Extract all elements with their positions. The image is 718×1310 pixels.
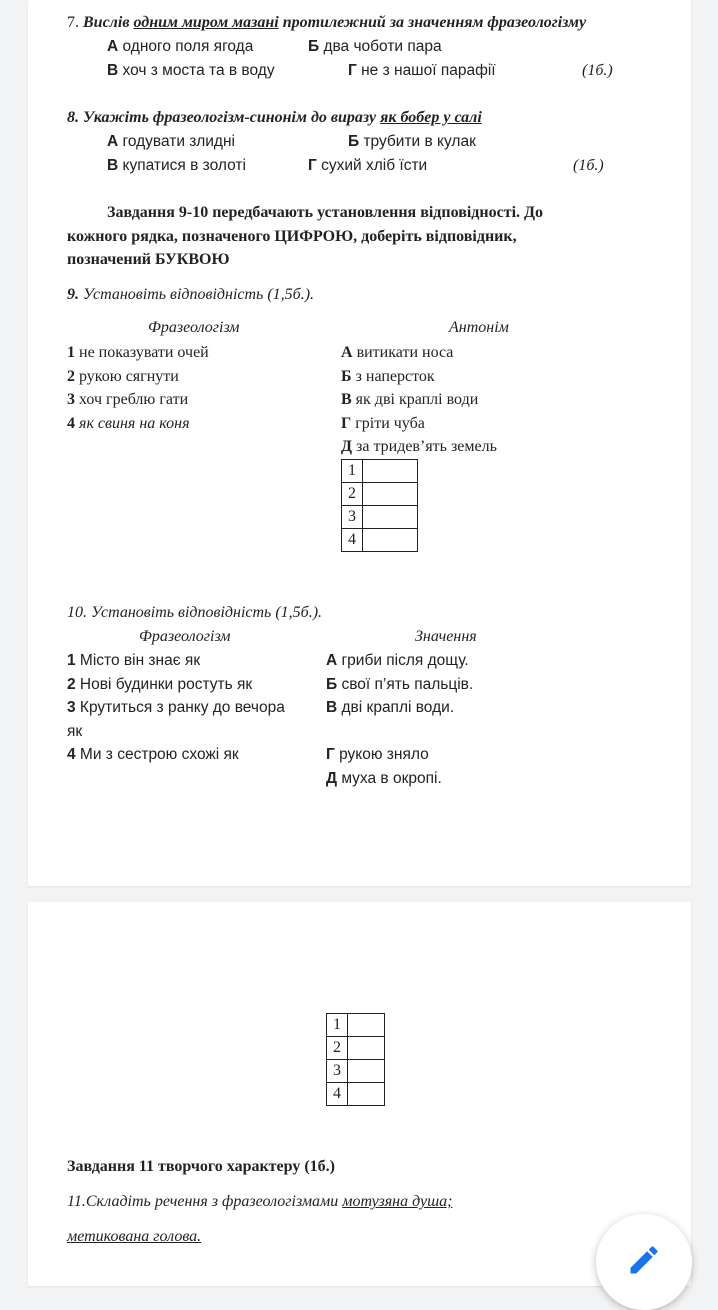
- table-row: [327, 1083, 385, 1106]
- q9-left-item-2: 2 рукою сягнути: [67, 368, 179, 385]
- q10-right-item-d: Д муха в окропі.: [326, 770, 442, 787]
- q10-left-item-2: 2 Нові будинки ростуть як: [67, 676, 253, 693]
- question-9-title: 9. Установіть відповідність (1,5б.).: [67, 286, 315, 303]
- row-number: 3: [327, 1060, 348, 1083]
- document-page-1: [28, 0, 691, 886]
- q10-left-item-1: 1 Місто він знає як: [67, 652, 201, 669]
- q9-left-item-3: 3 хоч греблю гати: [67, 391, 189, 408]
- instructions-line-1: Завдання 9-10 передбачають установлення відповідності. До: [107, 204, 544, 221]
- q9-left-item-4: 4 як свиня на коня: [67, 415, 190, 432]
- question-7-title: 7. Вислів одним миром мазані протилежний за значенням фразеологізму: [67, 14, 587, 31]
- table-row: [327, 1037, 385, 1060]
- answer-cell[interactable]: [363, 460, 418, 483]
- row-number: 4: [342, 529, 363, 552]
- table-row: [342, 529, 418, 552]
- table-row: [342, 506, 418, 529]
- row-number: 3: [342, 506, 363, 529]
- q10-right-item-g: Г рукою зняло: [326, 746, 429, 763]
- q9-right-item-a: А витикати носа: [341, 344, 454, 361]
- q9-answer-table: [341, 459, 418, 552]
- q7-option-v: В хоч з моста та в воду: [107, 62, 275, 79]
- question-11-text: 11.Складіть речення з фразеологізмами мотузяна душа;: [67, 1193, 453, 1210]
- q10-col-phraseologism: Фразеологізм: [139, 628, 231, 645]
- question-10-title: 10. Установіть відповідність (1,5б.).: [67, 604, 323, 621]
- q10-answer-table: [326, 1013, 385, 1106]
- q9-right-item-d: Д за тридев’ять земель: [341, 438, 497, 455]
- q9-col-phraseologism: Фразеологізм: [148, 319, 240, 336]
- q10-left-item-4: 4 Ми з сестрою схожі як: [67, 746, 239, 763]
- q9-right-item-g: Г гріти чуба: [341, 415, 425, 432]
- q10-col-meaning: Значення: [415, 628, 477, 645]
- row-number: 2: [327, 1037, 348, 1060]
- row-number: 4: [327, 1083, 348, 1106]
- row-number: 1: [327, 1014, 348, 1037]
- answer-cell[interactable]: [363, 506, 418, 529]
- table-row: [327, 1014, 385, 1037]
- table-row: [342, 460, 418, 483]
- row-number: 2: [342, 483, 363, 506]
- instructions-line-2: кожного рядка, позначеного ЦИФРОЮ, доберіть відповідник,: [67, 228, 517, 245]
- q7-option-b: Б два чоботи пара: [308, 38, 442, 55]
- q8-option-v: В купатися в золоті: [107, 157, 246, 174]
- q9-right-item-b: Б з наперсток: [341, 368, 435, 385]
- q8-option-a: А годувати злидні: [107, 133, 235, 150]
- document-page-2: [28, 902, 691, 1286]
- row-number: 1: [342, 460, 363, 483]
- question-11-text-continued: метикована голова.: [67, 1228, 202, 1245]
- edit-fab-button[interactable]: [596, 1214, 692, 1310]
- table-row: [327, 1060, 385, 1083]
- q7-option-g: Г не з нашої парафії: [348, 62, 496, 79]
- q10-left-item-3-continued: як: [67, 723, 83, 740]
- q9-right-item-v: В як дві краплі води: [341, 391, 479, 408]
- q7-points: (1б.): [582, 62, 613, 79]
- q9-col-antonym: Антонім: [449, 319, 509, 336]
- q7-option-a: А одного поля ягода: [107, 38, 254, 55]
- instructions-line-3: позначений БУКВОЮ: [67, 251, 230, 268]
- pencil-icon: [626, 1242, 662, 1278]
- answer-cell[interactable]: [348, 1060, 385, 1083]
- q10-left-item-3: 3 Крутиться з ранку до вечора: [67, 699, 285, 716]
- answer-cell[interactable]: [363, 483, 418, 506]
- table-row: [342, 483, 418, 506]
- q9-left-item-1: 1 не показувати очей: [67, 344, 209, 361]
- q10-right-item-b: Б свої п’ять пальців.: [326, 676, 474, 693]
- q10-right-item-a: А гриби після дощу.: [326, 652, 469, 669]
- q8-points: (1б.): [573, 157, 604, 174]
- q8-option-b: Б трубити в кулак: [348, 133, 476, 150]
- task-11-heading: Завдання 11 творчого характеру (1б.): [67, 1158, 335, 1175]
- q10-right-item-v: В дві краплі води.: [326, 699, 455, 716]
- answer-cell[interactable]: [363, 529, 418, 552]
- answer-cell[interactable]: [348, 1083, 385, 1106]
- answer-cell[interactable]: [348, 1014, 385, 1037]
- q8-option-g: Г сухий хліб їсти: [308, 157, 428, 174]
- answer-cell[interactable]: [348, 1037, 385, 1060]
- question-8-title: 8. Укажіть фразеологізм-синонім до виразу як бобер у салі: [67, 109, 482, 126]
